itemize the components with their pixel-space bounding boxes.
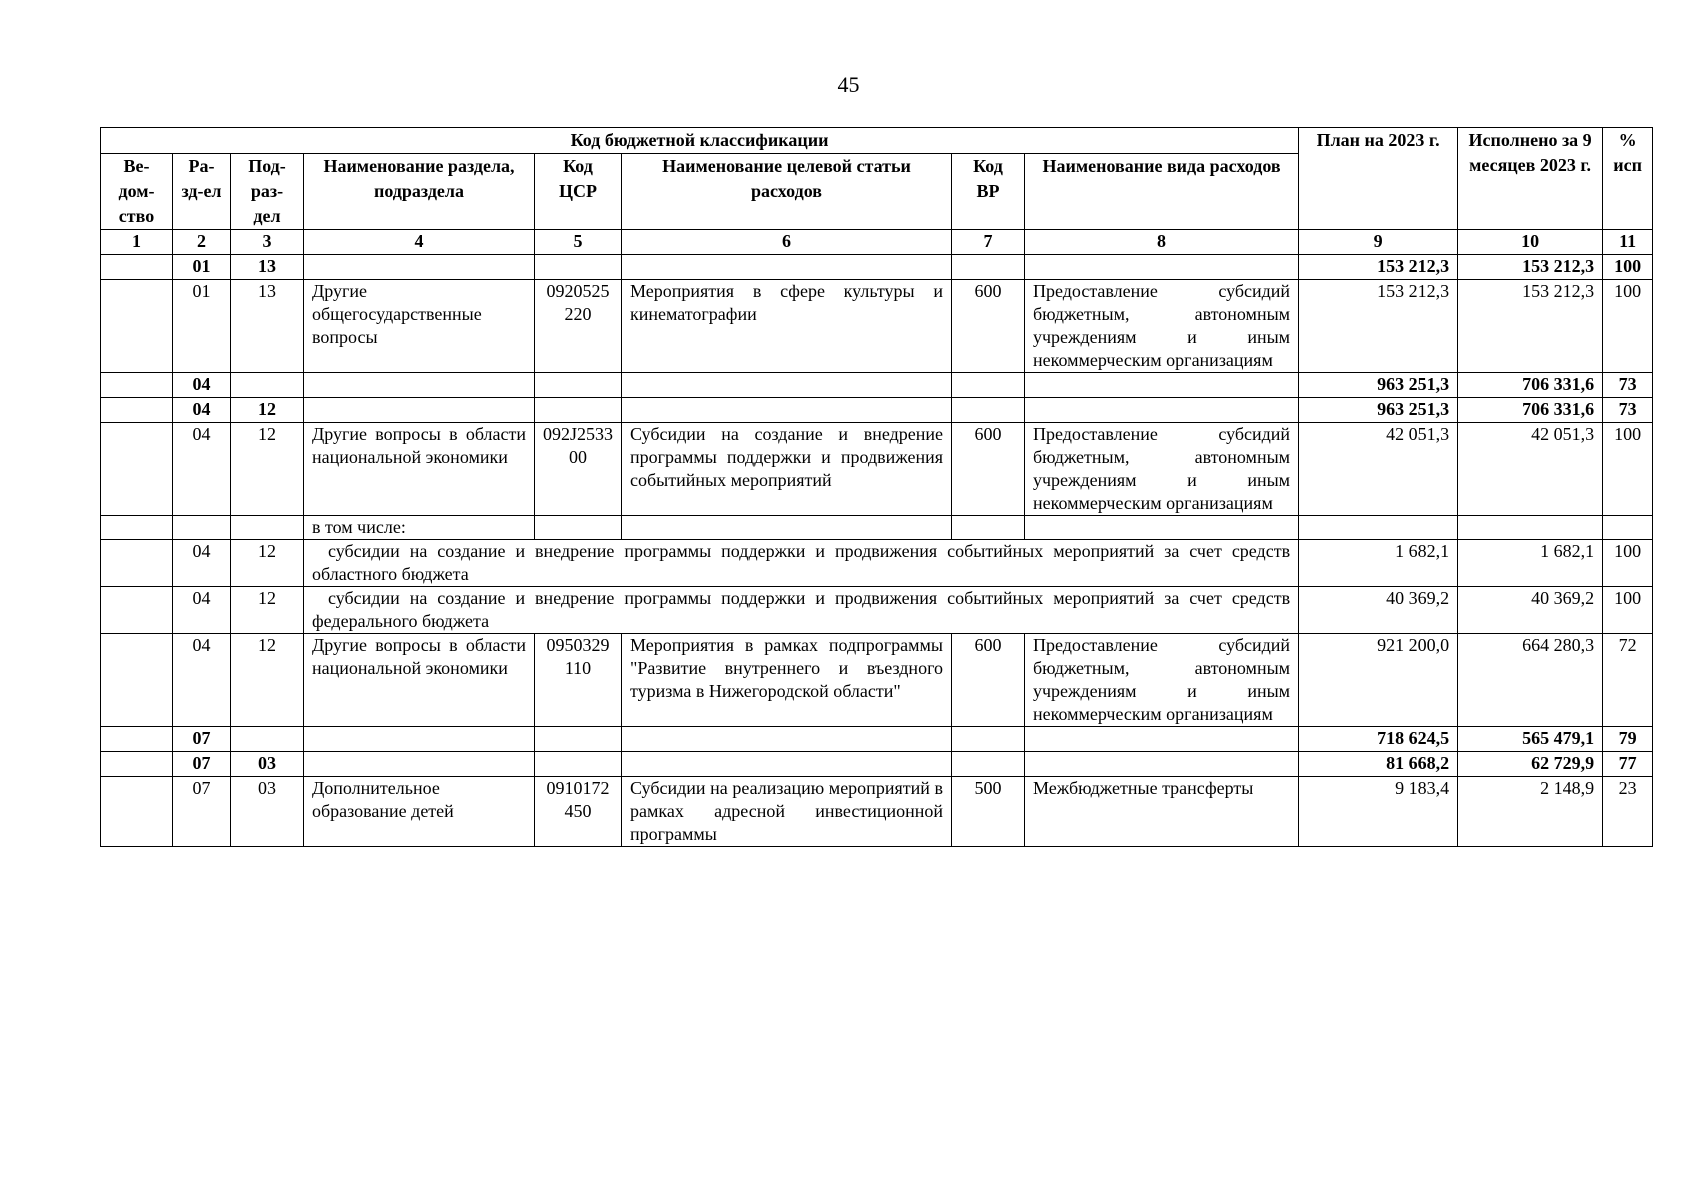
cell-vedomstvo bbox=[101, 255, 173, 280]
cell-plan: 9 183,4 bbox=[1299, 777, 1458, 847]
cell-razdel: 01 bbox=[173, 255, 231, 280]
table-row bbox=[101, 634, 1653, 727]
header-row-top bbox=[101, 128, 1653, 154]
cell-razdel: 04 bbox=[173, 423, 231, 516]
cell-name-target: Субсидии на реализацию мероприятий в рамках адресной инвестиционной программы bbox=[622, 777, 952, 847]
column-number: 11 bbox=[1603, 230, 1653, 255]
header-podrazdel: Под-раз-дел bbox=[231, 154, 304, 230]
cell-plan: 40 369,2 bbox=[1299, 587, 1458, 634]
cell-executed bbox=[1458, 516, 1603, 540]
column-numbers-row bbox=[101, 230, 1653, 255]
cell-vedomstvo bbox=[101, 373, 173, 398]
header-name-target: Наименование целевой статьи расходов bbox=[622, 154, 952, 230]
cell-percent: 100 bbox=[1603, 280, 1653, 373]
cell-percent bbox=[1603, 516, 1653, 540]
cell-name-type bbox=[1025, 516, 1299, 540]
cell-vedomstvo bbox=[101, 634, 173, 727]
cell-executed: 153 212,3 bbox=[1458, 280, 1603, 373]
cell-name-type bbox=[1025, 398, 1299, 423]
cell-plan: 921 200,0 bbox=[1299, 634, 1458, 727]
cell-plan: 42 051,3 bbox=[1299, 423, 1458, 516]
cell-percent: 79 bbox=[1603, 727, 1653, 752]
header-executed: Исполнено за 9 месяцев 2023 г. bbox=[1458, 128, 1603, 230]
cell-percent: 100 bbox=[1603, 540, 1653, 587]
cell-note: субсидии на создание и внедрение программы поддержки и продвижения событийных мероприятий за счет средств областного бюджета bbox=[304, 540, 1299, 587]
column-number: 3 bbox=[231, 230, 304, 255]
cell-plan: 963 251,3 bbox=[1299, 398, 1458, 423]
column-number: 1 bbox=[101, 230, 173, 255]
header-kod-csr: Код ЦСР bbox=[535, 154, 622, 230]
cell-vedomstvo bbox=[101, 398, 173, 423]
cell-kod-vr: 600 bbox=[952, 423, 1025, 516]
cell-kod-csr bbox=[535, 255, 622, 280]
header-budget-classification: Код бюджетной классификации bbox=[101, 128, 1299, 154]
cell-name-type: Предоставление субсидий бюджетным, автономным учреждениям и иным некоммерческим организациям bbox=[1025, 634, 1299, 727]
cell-podrazdel: 12 bbox=[231, 423, 304, 516]
cell-percent: 73 bbox=[1603, 398, 1653, 423]
cell-kod-csr: 0950329110 bbox=[535, 634, 622, 727]
column-number: 10 bbox=[1458, 230, 1603, 255]
cell-executed: 664 280,3 bbox=[1458, 634, 1603, 727]
cell-podrazdel: 12 bbox=[231, 634, 304, 727]
table-row bbox=[101, 280, 1653, 373]
table-row bbox=[101, 752, 1653, 777]
table-row bbox=[101, 727, 1653, 752]
cell-name-type: Межбюджетные трансферты bbox=[1025, 777, 1299, 847]
table-row bbox=[101, 777, 1653, 847]
cell-razdel: 04 bbox=[173, 540, 231, 587]
table-row bbox=[101, 398, 1653, 423]
cell-plan: 153 212,3 bbox=[1299, 255, 1458, 280]
cell-name-section bbox=[304, 398, 535, 423]
cell-percent: 100 bbox=[1603, 587, 1653, 634]
cell-kod-vr: 500 bbox=[952, 777, 1025, 847]
cell-name-section: в том числе: bbox=[304, 516, 535, 540]
cell-name-type bbox=[1025, 727, 1299, 752]
cell-kod-csr bbox=[535, 727, 622, 752]
cell-kod-vr bbox=[952, 516, 1025, 540]
column-number: 8 bbox=[1025, 230, 1299, 255]
cell-kod-vr bbox=[952, 373, 1025, 398]
cell-plan: 81 668,2 bbox=[1299, 752, 1458, 777]
cell-podrazdel: 03 bbox=[231, 752, 304, 777]
cell-executed: 62 729,9 bbox=[1458, 752, 1603, 777]
cell-name-type bbox=[1025, 373, 1299, 398]
cell-kod-csr bbox=[535, 398, 622, 423]
cell-podrazdel: 12 bbox=[231, 540, 304, 587]
cell-kod-vr bbox=[952, 752, 1025, 777]
header-percent: % исп bbox=[1603, 128, 1653, 230]
cell-razdel: 07 bbox=[173, 727, 231, 752]
cell-kod-csr: 0910172450 bbox=[535, 777, 622, 847]
cell-plan: 718 624,5 bbox=[1299, 727, 1458, 752]
cell-razdel: 07 bbox=[173, 777, 231, 847]
cell-vedomstvo bbox=[101, 587, 173, 634]
cell-name-target bbox=[622, 516, 952, 540]
cell-kod-csr: 0920525220 bbox=[535, 280, 622, 373]
cell-executed: 706 331,6 bbox=[1458, 373, 1603, 398]
cell-name-target bbox=[622, 373, 952, 398]
cell-vedomstvo bbox=[101, 540, 173, 587]
cell-name-section: Дополнительное образование детей bbox=[304, 777, 535, 847]
cell-percent: 77 bbox=[1603, 752, 1653, 777]
header-plan: План на 2023 г. bbox=[1299, 128, 1458, 230]
cell-vedomstvo bbox=[101, 727, 173, 752]
cell-executed: 42 051,3 bbox=[1458, 423, 1603, 516]
cell-name-section bbox=[304, 727, 535, 752]
cell-razdel: 04 bbox=[173, 634, 231, 727]
cell-plan: 153 212,3 bbox=[1299, 280, 1458, 373]
cell-razdel: 04 bbox=[173, 398, 231, 423]
cell-percent: 23 bbox=[1603, 777, 1653, 847]
cell-razdel: 01 bbox=[173, 280, 231, 373]
cell-name-target bbox=[622, 398, 952, 423]
header-vedomstvo: Ве-дом-ство bbox=[101, 154, 173, 230]
cell-razdel: 04 bbox=[173, 587, 231, 634]
cell-razdel: 04 bbox=[173, 373, 231, 398]
cell-podrazdel bbox=[231, 516, 304, 540]
cell-podrazdel: 03 bbox=[231, 777, 304, 847]
cell-razdel bbox=[173, 516, 231, 540]
table-row bbox=[101, 516, 1653, 540]
column-number: 6 bbox=[622, 230, 952, 255]
cell-executed: 153 212,3 bbox=[1458, 255, 1603, 280]
cell-razdel: 07 bbox=[173, 752, 231, 777]
table-row bbox=[101, 540, 1653, 587]
cell-percent: 72 bbox=[1603, 634, 1653, 727]
header-kod-vr: Код ВР bbox=[952, 154, 1025, 230]
cell-vedomstvo bbox=[101, 516, 173, 540]
cell-name-section: Другие общегосударственные вопросы bbox=[304, 280, 535, 373]
cell-name-type: Предоставление субсидий бюджетным, автономным учреждениям и иным некоммерческим организациям bbox=[1025, 280, 1299, 373]
table-row bbox=[101, 255, 1653, 280]
cell-kod-vr: 600 bbox=[952, 280, 1025, 373]
table-row bbox=[101, 373, 1653, 398]
table-row bbox=[101, 587, 1653, 634]
cell-executed: 706 331,6 bbox=[1458, 398, 1603, 423]
cell-percent: 73 bbox=[1603, 373, 1653, 398]
column-number: 9 bbox=[1299, 230, 1458, 255]
cell-vedomstvo bbox=[101, 423, 173, 516]
cell-kod-csr bbox=[535, 752, 622, 777]
cell-name-section: Другие вопросы в области национальной экономики bbox=[304, 423, 535, 516]
cell-name-section bbox=[304, 373, 535, 398]
cell-executed: 565 479,1 bbox=[1458, 727, 1603, 752]
column-number: 7 bbox=[952, 230, 1025, 255]
cell-executed: 1 682,1 bbox=[1458, 540, 1603, 587]
page-number: 45 bbox=[837, 72, 860, 97]
column-number: 4 bbox=[304, 230, 535, 255]
header-name-section: Наименование раздела, подраздела bbox=[304, 154, 535, 230]
header-razdel: Ра-зд-ел bbox=[173, 154, 231, 230]
cell-podrazdel: 12 bbox=[231, 398, 304, 423]
cell-name-target: Мероприятия в сфере культуры и кинематографии bbox=[622, 280, 952, 373]
cell-name-section: Другие вопросы в области национальной экономики bbox=[304, 634, 535, 727]
column-number: 2 bbox=[173, 230, 231, 255]
cell-kod-vr bbox=[952, 727, 1025, 752]
cell-podrazdel: 13 bbox=[231, 255, 304, 280]
cell-note: субсидии на создание и внедрение программы поддержки и продвижения событийных мероприятий за счет средств федерального бюджета bbox=[304, 587, 1299, 634]
cell-name-target bbox=[622, 255, 952, 280]
cell-percent: 100 bbox=[1603, 423, 1653, 516]
cell-vedomstvo bbox=[101, 752, 173, 777]
cell-name-type bbox=[1025, 255, 1299, 280]
cell-name-section bbox=[304, 752, 535, 777]
cell-name-type: Предоставление субсидий бюджетным, автономным учреждениям и иным некоммерческим организациям bbox=[1025, 423, 1299, 516]
cell-kod-vr: 600 bbox=[952, 634, 1025, 727]
table-row bbox=[101, 423, 1653, 516]
header-name-type: Наименование вида расходов bbox=[1025, 154, 1299, 230]
cell-podrazdel: 12 bbox=[231, 587, 304, 634]
cell-name-target bbox=[622, 752, 952, 777]
cell-plan: 1 682,1 bbox=[1299, 540, 1458, 587]
cell-vedomstvo bbox=[101, 777, 173, 847]
cell-plan bbox=[1299, 516, 1458, 540]
cell-plan: 963 251,3 bbox=[1299, 373, 1458, 398]
budget-table bbox=[100, 127, 1653, 847]
cell-percent: 100 bbox=[1603, 255, 1653, 280]
cell-vedomstvo bbox=[101, 280, 173, 373]
cell-podrazdel bbox=[231, 727, 304, 752]
cell-kod-vr bbox=[952, 398, 1025, 423]
cell-executed: 40 369,2 bbox=[1458, 587, 1603, 634]
column-number: 5 bbox=[535, 230, 622, 255]
cell-name-target: Субсидии на создание и внедрение программы поддержки и продвижения событийных мероприятий bbox=[622, 423, 952, 516]
cell-name-target bbox=[622, 727, 952, 752]
cell-name-target: Мероприятия в рамках подпрограммы "Развитие внутреннего и въездного туризма в Нижегородской области" bbox=[622, 634, 952, 727]
cell-name-type bbox=[1025, 752, 1299, 777]
cell-executed: 2 148,9 bbox=[1458, 777, 1603, 847]
cell-kod-csr: 092J253300 bbox=[535, 423, 622, 516]
cell-podrazdel bbox=[231, 373, 304, 398]
cell-kod-csr bbox=[535, 516, 622, 540]
cell-podrazdel: 13 bbox=[231, 280, 304, 373]
cell-kod-csr bbox=[535, 373, 622, 398]
cell-name-section bbox=[304, 255, 535, 280]
cell-kod-vr bbox=[952, 255, 1025, 280]
